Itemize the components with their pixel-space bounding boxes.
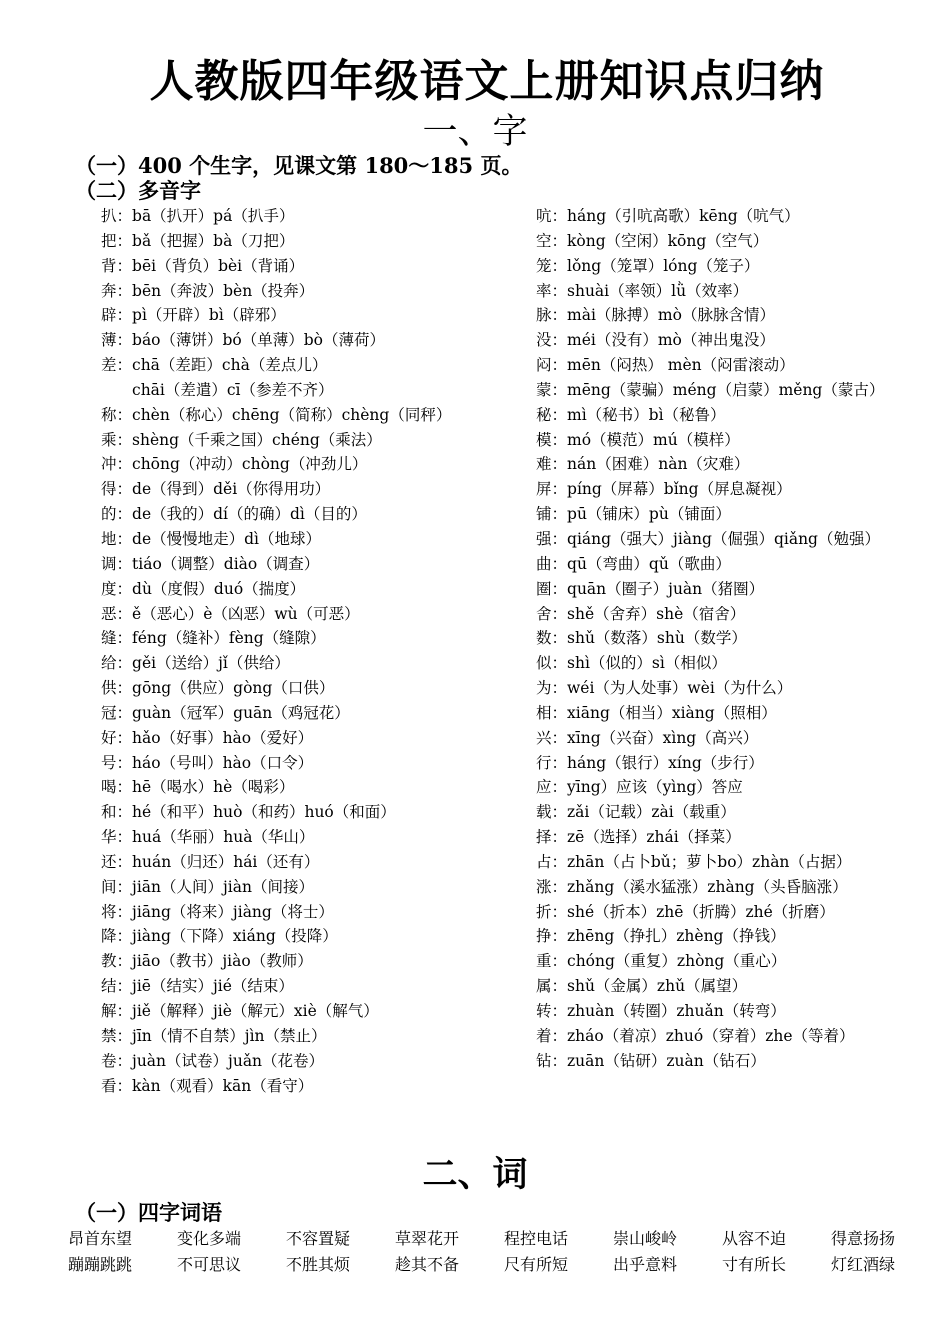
- polyphonic-entry: [536, 825, 936, 850]
- entry-readings: kàn（观看）kān（看守）: [132, 1076, 314, 1095]
- entry-readings: xiāng（相当）xiàng（照相）: [567, 703, 777, 722]
- polyphonic-entry: [536, 726, 936, 751]
- polyphonic-entry: [536, 924, 936, 949]
- entry-character: 恶：: [101, 604, 133, 623]
- entry-character: 钻：: [536, 1051, 568, 1070]
- entry-readings: zháo（着凉）zhuó（穿着）zhe（等着）: [567, 1026, 855, 1045]
- polyphonic-entry: [101, 999, 521, 1024]
- polyphonic-entry: [101, 676, 521, 701]
- entry-readings: háng（引吭高歌）kēng（吭气）: [567, 207, 800, 225]
- entry-readings: chā（差距）chà（差点儿）: [132, 356, 328, 375]
- section-heading-words: 二、词: [422, 1155, 528, 1195]
- polyphonic-entry: [536, 974, 936, 999]
- entry-character: 占：: [536, 852, 568, 871]
- entry-readings: pì（开辟）bì（辟邪）: [132, 306, 286, 325]
- entry-character: 圈：: [536, 579, 568, 598]
- polyphonic-entry: [536, 552, 936, 577]
- polyphonic-entry: [101, 1024, 521, 1049]
- entry-readings: shǔ（数落）shù（数学）: [567, 629, 747, 648]
- entry-readings: de（我的）dí（的确）dì（目的）: [132, 505, 367, 524]
- polyphonic-entry: [536, 328, 936, 353]
- entry-character: 铺：: [536, 505, 568, 524]
- entry-character: 扒：: [101, 207, 133, 225]
- entry-readings: zhuàn（转圈）zhuǎn（转弯）: [567, 1002, 786, 1020]
- polyphonic-entry: [536, 254, 936, 279]
- idiom-item: 灯红酒绿: [831, 1255, 896, 1274]
- idiom-item: 昂首东望: [68, 1229, 133, 1248]
- entry-readings: shuài（率领）lǜ（效率）: [567, 281, 749, 300]
- entry-character: 闷：: [536, 356, 568, 375]
- entry-readings: zǎi（记载）zài（载重）: [567, 803, 736, 822]
- entry-readings: xīng（兴奋）xìng（高兴）: [567, 728, 759, 747]
- polyphonic-entry: [101, 900, 521, 925]
- entry-readings: yīng）应该（yìng）答应: [567, 778, 743, 797]
- entry-character: 得：: [101, 480, 133, 499]
- entry-character: 好：: [101, 728, 133, 747]
- polyphonic-entry: [536, 303, 936, 328]
- polyphonic-entry: [101, 800, 521, 825]
- polyphonic-entry: [101, 726, 521, 751]
- entry-character: 转：: [536, 1002, 568, 1020]
- entry-character: 缝：: [101, 629, 133, 648]
- entry-character: 屏：: [536, 480, 568, 499]
- idiom-item: 趁其不备: [395, 1255, 460, 1274]
- polyphonic-list-right: [536, 204, 936, 1074]
- entry-character: 模：: [536, 430, 568, 449]
- idiom-row: [68, 1226, 948, 1252]
- entry-character: 卷：: [101, 1051, 133, 1070]
- entry-readings: jiān（人间）jiàn（间接）: [132, 877, 314, 896]
- entry-readings: ě（恶心）è（凶恶）wù（可恶）: [132, 604, 360, 623]
- polyphonic-entry: [536, 800, 936, 825]
- polyphonic-entry: [536, 1049, 936, 1074]
- polyphonic-entry: [536, 949, 936, 974]
- subsection-polyphonic-characters: （二）多音字: [75, 178, 201, 203]
- entry-character: 号：: [101, 753, 133, 772]
- polyphonic-entry: [101, 303, 521, 328]
- entry-readings: zhǎng（溪水猛涨）zhàng（头昏脑涨）: [567, 877, 848, 896]
- polyphonic-entry: [101, 626, 521, 651]
- polyphonic-entry: [101, 825, 521, 850]
- entry-readings: píng（屏幕）bǐng（屏息凝视）: [567, 480, 792, 499]
- polyphonic-entry: [101, 204, 521, 229]
- polyphonic-entry: [101, 949, 521, 974]
- polyphonic-entry: [536, 999, 936, 1024]
- idiom-item: 草翠花开: [395, 1229, 460, 1248]
- entry-character: 还：: [101, 852, 133, 871]
- entry-character: 似：: [536, 654, 568, 673]
- entry-readings: jiě（解释）jiè（解元）xiè（解气）: [132, 1002, 379, 1020]
- idiom-row: [68, 1252, 948, 1278]
- entry-readings: hǎo（好事）hào（爱好）: [132, 728, 314, 747]
- polyphonic-entry: [536, 353, 936, 378]
- polyphonic-entry: [536, 900, 936, 925]
- entry-character: 蒙：: [536, 380, 568, 399]
- entry-character: 教：: [101, 952, 133, 971]
- entry-character: 笼：: [536, 256, 568, 275]
- polyphonic-entry: [101, 378, 521, 403]
- entry-character: 冲：: [101, 455, 133, 474]
- entry-readings: jīn（情不自禁）jìn（禁止）: [132, 1026, 327, 1045]
- entry-character: 吭：: [536, 207, 568, 225]
- entry-readings: shě（舍弃）shè（宿舍）: [567, 604, 746, 623]
- entry-character: 华：: [101, 828, 133, 847]
- subsection-four-character-idioms: （一）四字词语: [75, 1200, 222, 1225]
- polyphonic-entry: [536, 279, 936, 304]
- polyphonic-entry: [101, 502, 521, 527]
- entry-readings: chōng（冲动）chòng（冲劲儿）: [132, 455, 368, 474]
- idiom-item: 寸有所长: [722, 1255, 787, 1274]
- entry-character: 着：: [536, 1026, 568, 1045]
- entry-character: 重：: [536, 952, 568, 971]
- polyphonic-entry: [536, 577, 936, 602]
- polyphonic-entry: [101, 701, 521, 726]
- idiom-item: 程控电话: [504, 1229, 569, 1248]
- entry-readings: hē（喝水）hè（喝彩）: [132, 778, 295, 797]
- entry-readings: dù（度假）duó（揣度）: [132, 579, 306, 598]
- polyphonic-entry: [536, 204, 936, 229]
- entry-character: 属：: [536, 977, 568, 996]
- entry-character: 兴：: [536, 728, 568, 747]
- entry-character: 降：: [101, 927, 133, 946]
- polyphonic-entry: [101, 850, 521, 875]
- entry-readings: jiāng（将来）jiàng（将士）: [132, 902, 334, 921]
- entry-readings: mēng（蒙骗）méng（启蒙）měng（蒙古）: [567, 380, 885, 399]
- polyphonic-entry: [101, 577, 521, 602]
- idiom-item: 不胜其烦: [286, 1255, 351, 1274]
- entry-readings: chóng（重复）zhòng（重心）: [567, 952, 787, 971]
- entry-character: 禁：: [101, 1026, 133, 1045]
- entry-readings: pū（铺床）pù（铺面）: [567, 505, 731, 524]
- idiom-item: 得意扬扬: [831, 1229, 896, 1248]
- entry-character: 秘：: [536, 405, 568, 424]
- polyphonic-list-left: [101, 204, 521, 1098]
- polyphonic-entry: [536, 502, 936, 527]
- entry-character: 度：: [101, 579, 133, 598]
- idiom-grid: [68, 1226, 948, 1278]
- polyphonic-entry: [536, 1024, 936, 1049]
- entry-character: 数：: [536, 629, 568, 648]
- entry-character: 挣：: [536, 927, 568, 946]
- entry-character: 脉：: [536, 306, 568, 325]
- entry-character: 薄：: [101, 331, 133, 350]
- entry-readings: mó（模范）mú（模样）: [567, 430, 740, 449]
- entry-readings: shì（似的）sì（相似）: [567, 654, 727, 673]
- entry-readings: jiàng（下降）xiáng（投降）: [132, 927, 338, 946]
- polyphonic-entry: [536, 875, 936, 900]
- polyphonic-entry: [536, 850, 936, 875]
- polyphonic-entry: [101, 428, 521, 453]
- entry-readings: zuān（钻研）zuàn（钻石）: [567, 1051, 766, 1070]
- polyphonic-entry: [101, 775, 521, 800]
- entry-readings: bēn（奔波）bèn（投奔）: [132, 281, 315, 300]
- polyphonic-entry: [101, 974, 521, 999]
- entry-readings: de（得到）děi（你得用功）: [132, 480, 331, 499]
- polyphonic-entry: [101, 751, 521, 776]
- idiom-item: 变化多端: [177, 1229, 242, 1248]
- polyphonic-entry: [101, 1049, 521, 1074]
- entry-character: 冠：: [101, 703, 133, 722]
- entry-readings: chāi（差遣）cī（参差不齐）: [132, 380, 334, 399]
- entry-readings: gōng（供应）gòng（口供）: [132, 679, 335, 698]
- entry-readings: lǒng（笼罩）lóng（笼子）: [567, 256, 760, 275]
- entry-character: 择：: [536, 828, 568, 847]
- section-heading-characters: 一、字: [422, 112, 528, 152]
- entry-character: 奔：: [101, 281, 133, 300]
- idiom-item: 尺有所短: [504, 1255, 569, 1274]
- idiom-item: 不容置疑: [286, 1229, 351, 1248]
- polyphonic-entry: [101, 651, 521, 676]
- entry-character: 称：: [101, 405, 133, 424]
- polyphonic-entry: [536, 477, 936, 502]
- polyphonic-entry: [101, 875, 521, 900]
- polyphonic-entry: [101, 924, 521, 949]
- polyphonic-entry: [101, 254, 521, 279]
- entry-readings: juàn（试卷）juǎn（花卷）: [132, 1051, 325, 1070]
- entry-readings: bǎ（把握）bà（刀把）: [132, 231, 295, 250]
- entry-readings: báo（薄饼）bó（单薄）bò（薄荷）: [132, 331, 386, 350]
- entry-readings: nán（困难）nàn（灾难）: [567, 455, 750, 474]
- entry-character: 给：: [101, 654, 133, 673]
- entry-readings: háo（号叫）hào（口令）: [132, 753, 314, 772]
- entry-character: 将：: [101, 902, 133, 921]
- polyphonic-entry: [101, 1074, 521, 1099]
- entry-readings: féng（缝补）fèng（缝隙）: [132, 629, 326, 648]
- entry-character: 强：: [536, 529, 568, 548]
- entry-readings: mì（秘书）bì（秘鲁）: [567, 405, 726, 424]
- entry-readings: shǔ（金属）zhǔ（属望）: [567, 977, 748, 996]
- polyphonic-entry: [536, 403, 936, 428]
- entry-readings: shèng（千乘之国）chéng（乘法）: [132, 430, 382, 449]
- entry-readings: háng（银行）xíng（步行）: [567, 753, 764, 772]
- idiom-item: 不可思议: [177, 1255, 242, 1274]
- entry-character: 看：: [101, 1076, 133, 1095]
- entry-readings: jiāo（教书）jiào（教师）: [132, 952, 313, 971]
- polyphonic-entry: [101, 452, 521, 477]
- entry-character: 舍：: [536, 604, 568, 623]
- entry-character: 相：: [536, 703, 568, 722]
- entry-readings: shé（折本）zhē（折腾）zhé（折磨）: [567, 902, 835, 921]
- polyphonic-entry: [536, 378, 936, 403]
- polyphonic-entry: [536, 626, 936, 651]
- entry-character: 地：: [101, 529, 133, 548]
- polyphonic-entry: [101, 279, 521, 304]
- entry-character: 没：: [536, 331, 568, 350]
- idiom-item: 出乎意料: [613, 1255, 678, 1274]
- entry-character: 折：: [536, 902, 568, 921]
- idiom-item: 崇山峻岭: [613, 1229, 678, 1248]
- idiom-item: 蹦蹦跳跳: [68, 1255, 133, 1274]
- entry-readings: jiē（结实）jié（结束）: [132, 977, 294, 996]
- entry-character: 的：: [101, 505, 133, 524]
- polyphonic-entry: [101, 527, 521, 552]
- entry-readings: quān（圈子）juàn（猪圈）: [567, 579, 765, 598]
- entry-character: 间：: [101, 877, 133, 896]
- polyphonic-entry: [536, 651, 936, 676]
- entry-readings: kòng（空闲）kōng（空气）: [567, 231, 769, 250]
- entry-character: 为：: [536, 679, 568, 698]
- entry-character: 率：: [536, 281, 568, 300]
- polyphonic-entry: [536, 452, 936, 477]
- entry-readings: chèn（称心）chēng（简称）chèng（同秤）: [132, 405, 452, 424]
- entry-character: 载：: [536, 803, 568, 822]
- polyphonic-entry: [536, 701, 936, 726]
- entry-character: 供：: [101, 679, 133, 698]
- entry-character: 空：: [536, 231, 568, 250]
- entry-readings: huá（华丽）huà（华山）: [132, 828, 315, 847]
- entry-readings: méi（没有）mò（神出鬼没）: [567, 331, 775, 350]
- entry-readings: de（慢慢地走）dì（地球）: [132, 529, 321, 548]
- polyphonic-entry: [101, 477, 521, 502]
- entry-readings: gěi（送给）jǐ（供给）: [132, 654, 290, 673]
- polyphonic-entry: [101, 602, 521, 627]
- entry-character: 差：: [101, 356, 133, 375]
- polyphonic-entry: [536, 602, 936, 627]
- polyphonic-entry: [101, 328, 521, 353]
- entry-readings: qiáng（强大）jiàng（倔强）qiǎng（勉强）: [567, 529, 880, 548]
- entry-readings: wéi（为人处事）wèi（为什么）: [567, 679, 793, 698]
- entry-character: 难：: [536, 455, 568, 474]
- entry-readings: huán（归还）hái（还有）: [132, 852, 320, 871]
- entry-character: 涨：: [536, 877, 568, 896]
- entry-character: 应：: [536, 778, 568, 797]
- polyphonic-entry: [536, 775, 936, 800]
- entry-character: 辟：: [101, 306, 133, 325]
- entry-readings: tiáo（调整）diào（调查）: [132, 554, 320, 573]
- entry-character: 喝：: [101, 778, 133, 797]
- polyphonic-entry: [536, 751, 936, 776]
- polyphonic-entry: [536, 676, 936, 701]
- polyphonic-entry: [536, 229, 936, 254]
- polyphonic-entry: [536, 527, 936, 552]
- entry-readings: bēi（背负）bèi（背诵）: [132, 256, 305, 275]
- entry-character: 结：: [101, 977, 133, 996]
- entry-readings: hé（和平）huò（和药）huó（和面）: [132, 803, 396, 822]
- polyphonic-entry: [101, 229, 521, 254]
- entry-readings: bā（扒开）pá（扒手）: [132, 207, 295, 225]
- entry-character: 和：: [101, 803, 133, 822]
- entry-readings: mài（脉搏）mò（脉脉含情）: [567, 306, 775, 325]
- polyphonic-entry: [536, 428, 936, 453]
- entry-character: 曲：: [536, 554, 568, 573]
- idiom-item: 从容不迫: [722, 1229, 787, 1248]
- entry-readings: zē（选择）zhái（择菜）: [567, 828, 741, 847]
- entry-character: 调：: [101, 554, 133, 573]
- entry-character: 解：: [101, 1002, 133, 1020]
- entry-character: 乘：: [101, 430, 133, 449]
- polyphonic-entry: [101, 552, 521, 577]
- polyphonic-entry: [101, 353, 521, 378]
- entry-readings: zhēng（挣扎）zhèng（挣钱）: [567, 927, 786, 946]
- entry-character: 把：: [101, 231, 133, 250]
- entry-readings: guàn（冠军）guān（鸡冠花）: [132, 703, 350, 722]
- entry-character: 行：: [536, 753, 568, 772]
- entry-readings: qū（弯曲）qǔ（歌曲）: [567, 554, 731, 573]
- entry-readings: zhān（占卜bǔ；萝卜bo）zhàn（占据）: [567, 852, 852, 871]
- polyphonic-entry: [101, 403, 521, 428]
- entry-readings: mēn（闷热） mèn（闷雷滚动）: [567, 356, 795, 375]
- entry-character: 背：: [101, 256, 133, 275]
- subsection-new-characters: （一）400 个生字，见课文第 180～185 页。: [75, 153, 523, 178]
- page-title: 人教版四年级语文上册知识点归纳: [149, 56, 825, 107]
